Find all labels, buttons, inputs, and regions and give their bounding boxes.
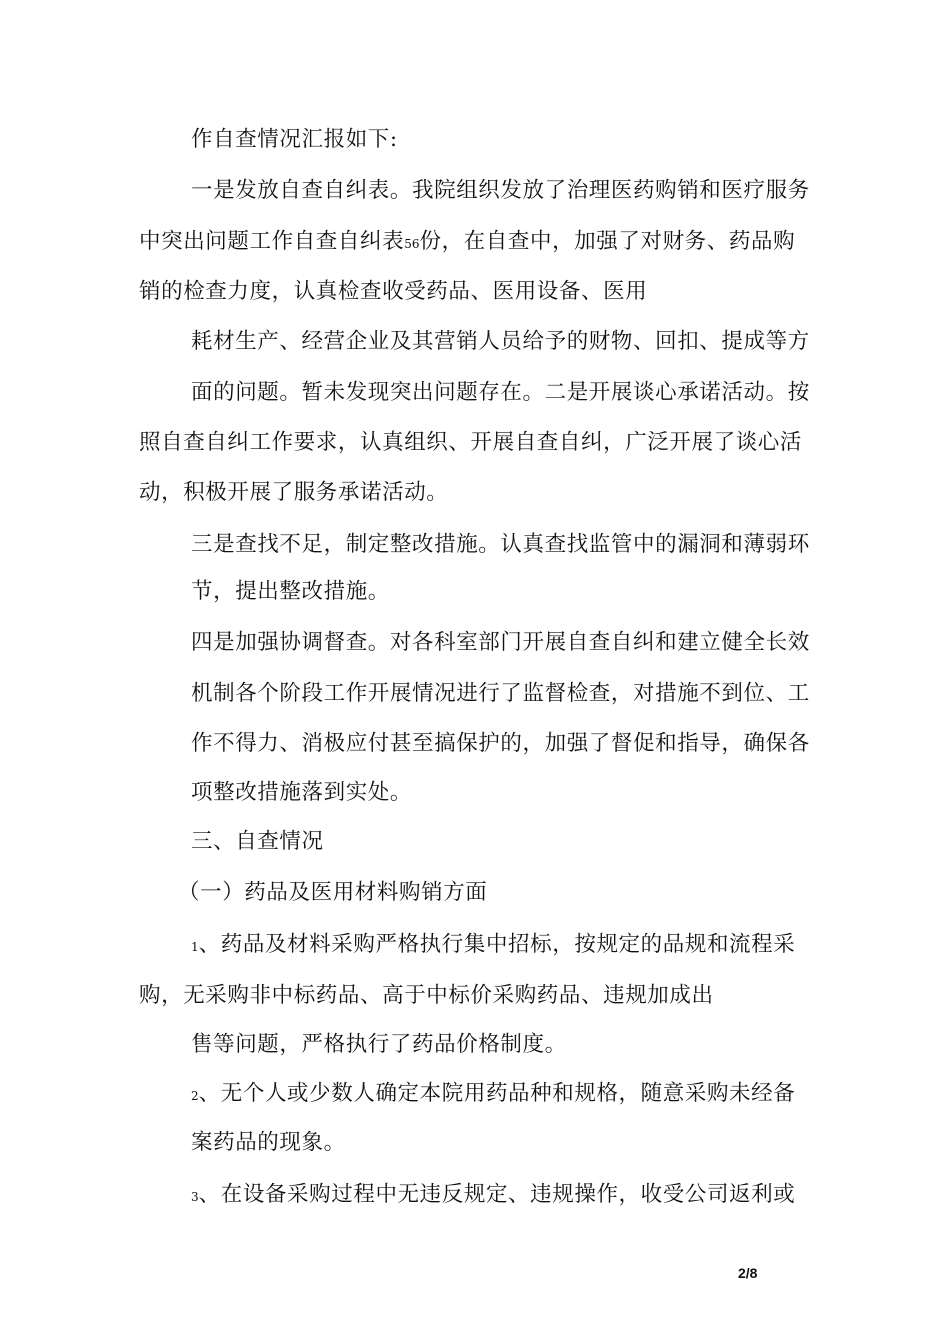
text-line [191, 779, 412, 807]
list-number: 3 [191, 1190, 199, 1204]
line-text: 购，无采购非中标药品、高于中标价采购药品、违规加成出 [139, 983, 714, 1008]
text-line [139, 429, 802, 457]
line-text: 三、自查情况 [191, 829, 324, 854]
line-text: 节，提出整改措施。 [191, 579, 390, 604]
text-line [191, 680, 810, 708]
subsection-heading [178, 879, 487, 907]
line-text: 、药品及材料采购严格执行集中招标，按规定的品规和流程采 [198, 932, 796, 957]
text-line [139, 228, 795, 258]
text-line [191, 629, 810, 657]
line-text: 动，积极开展了服务承诺活动。 [139, 480, 449, 505]
text-line [191, 730, 810, 758]
section-heading [191, 828, 324, 856]
text-line [191, 126, 398, 154]
text-line [139, 479, 448, 507]
line-text: 作自查情况汇报如下: [191, 127, 398, 152]
text-line [191, 931, 795, 961]
line-text: 案药品的现象。 [191, 1130, 346, 1155]
line-text: 项整改措施落到实处。 [191, 780, 413, 805]
line-text: 面的问题。暂未发现突出问题存在。二是开展谈心承诺活动。按 [191, 380, 810, 405]
line-text: 四是加强协调督查。对各科室部门开展自查自纠和建立健全长效 [191, 630, 810, 655]
text-line [191, 379, 810, 407]
line-text: 、在设备采购过程中无违反规定、违规操作，收受公司返利或 [198, 1182, 796, 1207]
text-line [191, 531, 810, 559]
line-text: 作不得力、消极应付甚至搞保护的，加强了督促和指导，确保各 [191, 731, 810, 756]
line-text: 份，在自查中，加强了对财务、药品购 [419, 229, 796, 254]
text-line [191, 328, 810, 356]
line-text: 耗材生产、经营企业及其营销人员给予的财物、回扣、提成等方 [191, 329, 810, 354]
line-text: 售等问题，严格执行了药品价格制度。 [191, 1032, 567, 1057]
text-line [191, 177, 810, 205]
line-text: 机制各个阶段工作开展情况进行了监督检查，对措施不到位、工 [191, 681, 810, 706]
line-text: 一是发放自查自纠表。我院组织发放了治理医药购销和医疗服务 [191, 178, 810, 203]
page-number: 2/8 [738, 1265, 758, 1281]
text-line [139, 982, 714, 1010]
line-text: 销的检查力度，认真检查收受药品、医用设备、医用 [139, 279, 648, 304]
inline-number: 56 [404, 237, 420, 251]
line-text: 照自查自纠工作要求，认真组织、开展自查自纠，广泛开展了谈心活 [139, 430, 803, 455]
line-text: （一）药品及医用材料购销方面 [178, 880, 488, 905]
text-line [191, 1181, 795, 1211]
line-text: 三是查找不足，制定整改措施。认真查找监管中的漏洞和薄弱环 [191, 532, 810, 557]
text-line [139, 278, 647, 306]
list-number: 1 [191, 940, 199, 954]
text-line [191, 578, 390, 606]
line-text: 中突出问题工作自查自纠表 [139, 229, 405, 254]
text-line [191, 1129, 346, 1157]
line-text: 、无个人或少数人确定本院用药品种和规格，随意采购未经备 [198, 1081, 796, 1106]
text-line [191, 1031, 567, 1059]
text-line [191, 1080, 795, 1110]
list-number: 2 [191, 1089, 199, 1103]
